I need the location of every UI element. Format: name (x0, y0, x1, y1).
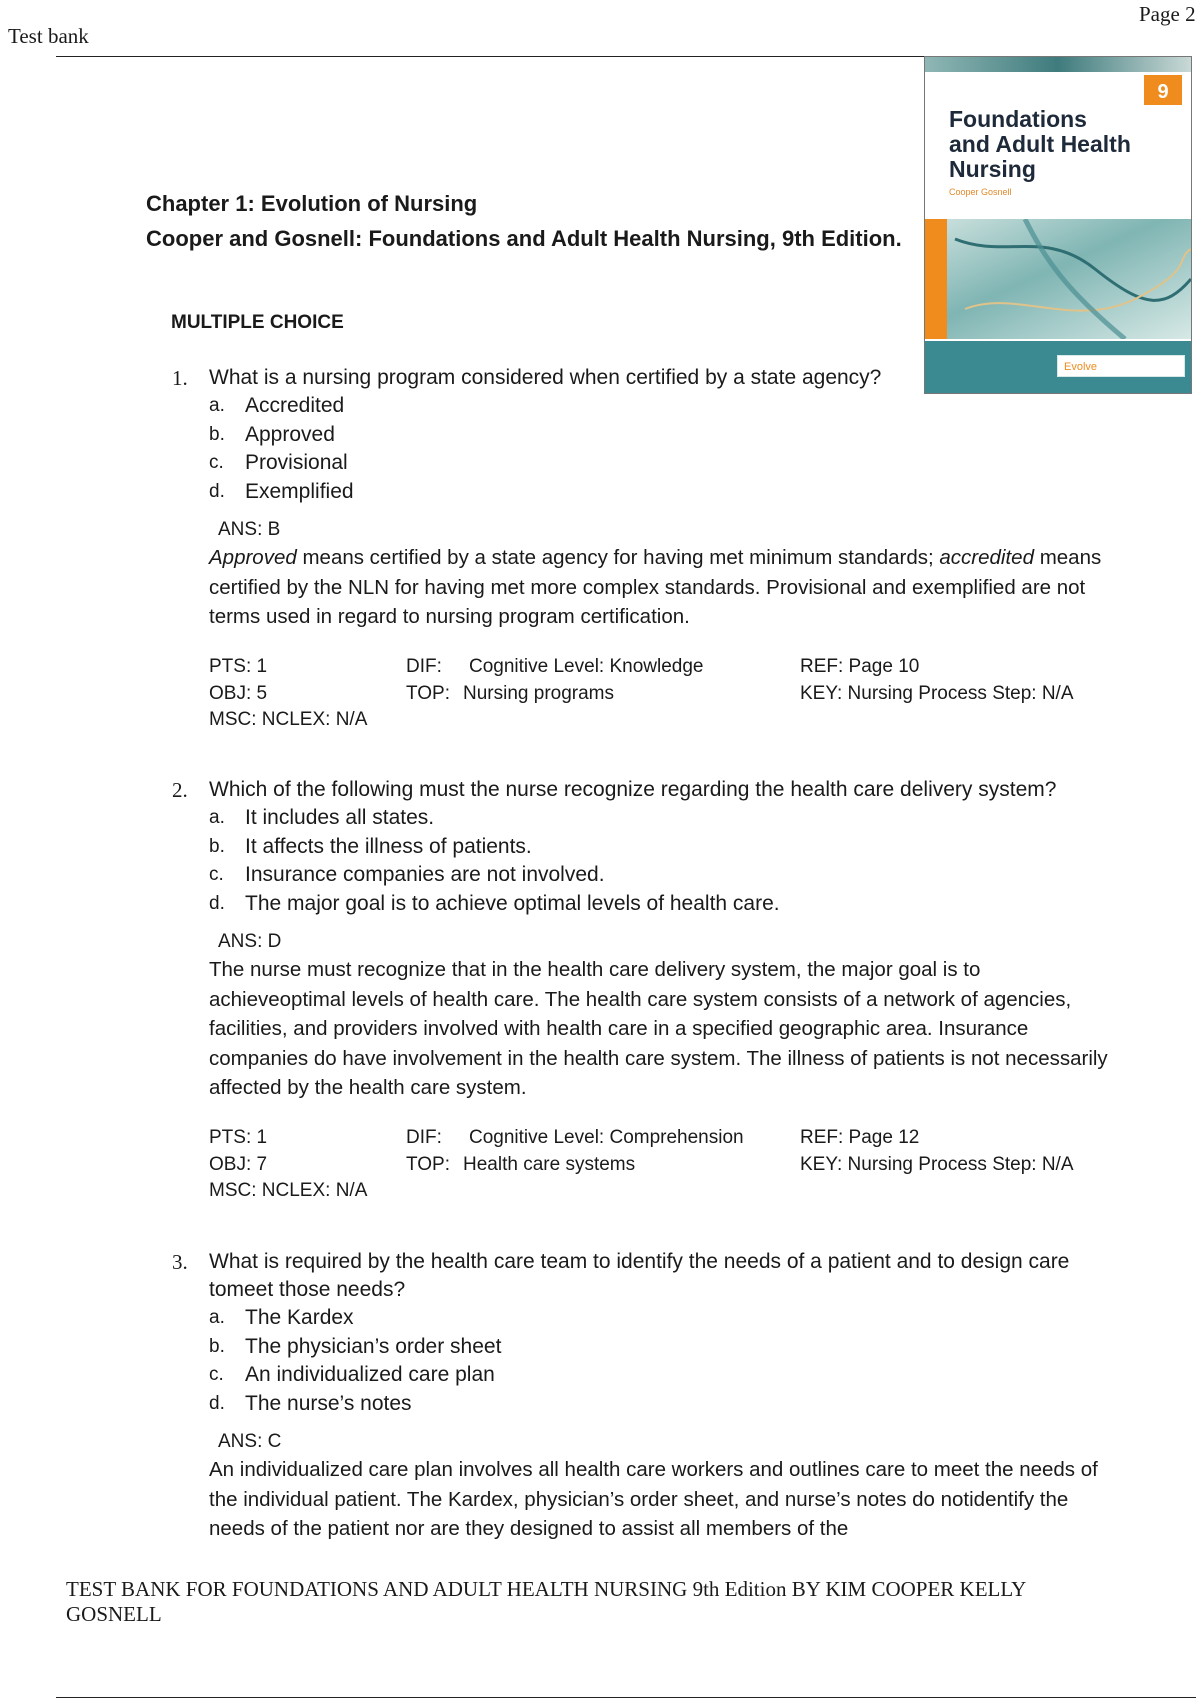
option-letter: b. (209, 835, 225, 857)
question-number: 3. (172, 1250, 188, 1274)
book-cover-image (924, 56, 1192, 394)
rationale: An individualized care plan involves all health care workers and outlines care to meet the needs of the individual patient. The Kardex, physician’s order sheet, and nurse’s notes do notidentify the needs of the patient nor are they designed to assist all members of the (209, 1458, 1098, 1540)
meta-dif-label: DIF: (406, 1126, 442, 1148)
edition-badge: 9 (1144, 75, 1182, 105)
footer-divider (56, 1697, 1196, 1698)
option-letter: a. (209, 807, 225, 828)
option-c (172, 449, 1122, 478)
header-divider (56, 56, 926, 57)
question-text: What is required by the health care team to identify the needs of a patient and to design care tomeet those needs? (209, 1250, 1070, 1301)
question-stem (172, 776, 1122, 804)
rationale-italic: accredited (939, 546, 1034, 569)
meta-dif: Cognitive Level: Knowledge (469, 655, 704, 677)
question-stem (172, 364, 1122, 392)
option-text: The physician’s order sheet (245, 1334, 502, 1358)
rationale: The nurse must recognize that in the health care delivery system, the major goal is to achieveoptimal levels of health care. The health care system consists of a network of agencies, facilities, and providers involved with health care in a specified geographic area. Insurance companies do have involvement in the health care system. The illness of patients is not necessarily affected by the health care system. (209, 958, 1108, 1099)
answer-key: ANS: B (218, 519, 281, 540)
option-letter: d. (209, 892, 225, 914)
option-letter: b. (209, 423, 225, 445)
section-label: MULTIPLE CHOICE (171, 312, 344, 333)
cover-artwork (925, 219, 1191, 339)
question-text: What is a nursing program considered when certified by a state agency? (209, 366, 882, 389)
meta-pts: PTS: 1 (209, 655, 268, 677)
header-title: Test bank (8, 24, 89, 48)
question-number: 1. (172, 366, 188, 390)
meta-ref: REF: Page 12 (800, 1126, 920, 1148)
option-text: An individualized care plan (245, 1363, 495, 1386)
option-text: Provisional (245, 451, 348, 474)
option-d (172, 890, 1122, 919)
option-letter: b. (209, 1335, 225, 1357)
option-a (172, 392, 1122, 421)
question-metadata (172, 654, 1122, 734)
option-letter: d. (209, 1392, 225, 1414)
question-2 (172, 776, 1122, 1205)
meta-top-label: TOP: (406, 1153, 450, 1175)
rationale-italic: Approved (209, 546, 297, 569)
meta-obj: OBJ: 5 (209, 682, 268, 704)
meta-top: Nursing programs (463, 682, 614, 704)
option-a (172, 804, 1122, 833)
option-letter: a. (209, 1307, 225, 1328)
answer-key: ANS: D (218, 931, 282, 952)
meta-key: KEY: Nursing Process Step: N/A (800, 1153, 1074, 1175)
option-text: It includes all states. (245, 806, 435, 829)
question-number: 2. (172, 778, 188, 802)
option-text: It affects the illness of patients. (245, 834, 532, 858)
meta-dif: Cognitive Level: Comprehension (469, 1126, 744, 1148)
cover-title (949, 107, 1169, 182)
book-title: Cooper and Gosnell: Foundations and Adult Health Nursing, 9th Edition. (146, 226, 902, 251)
option-text: The nurse’s notes (245, 1391, 412, 1415)
option-c (172, 861, 1122, 890)
question-1 (172, 364, 1122, 734)
option-text: Exemplified (245, 479, 354, 503)
option-text: The major goal is to achieve optimal levels of health care. (245, 891, 780, 915)
option-letter: c. (209, 452, 224, 473)
evolve-logo: Evolve (1057, 355, 1185, 377)
meta-top: Health care systems (463, 1153, 636, 1175)
option-b (172, 421, 1122, 450)
question-metadata (172, 1125, 1122, 1205)
question-3 (172, 1248, 1122, 1544)
option-text: Insurance companies are not involved. (245, 863, 605, 886)
option-a (172, 1304, 1122, 1333)
option-letter: c. (209, 864, 224, 885)
cover-title-line: and Adult Health (949, 131, 1131, 157)
rationale-text: means certified by the NLN for having met more complex standards. Provisional and exemplified are not terms used in regard to nursing program certification. (209, 546, 1102, 628)
cover-title-line: Foundations (949, 106, 1087, 132)
meta-dif-label: DIF: (406, 655, 442, 677)
option-b (172, 833, 1122, 862)
question-text: Which of the following must the nurse recognize regarding the health care delivery system? (209, 778, 1057, 801)
option-c (172, 1361, 1122, 1390)
option-b (172, 1333, 1122, 1362)
meta-msc: MSC: NCLEX: N/A (209, 1179, 368, 1201)
option-text: Approved (245, 422, 335, 446)
option-d (172, 1390, 1122, 1419)
cover-authors: Cooper Gosnell (949, 187, 1012, 197)
option-letter: c. (209, 1364, 224, 1385)
meta-ref: REF: Page 10 (800, 655, 920, 677)
option-text: Accredited (245, 394, 345, 417)
cover-title-line: Nursing (949, 156, 1036, 182)
rationale-text: means certified by a state agency for having met minimum standards; (296, 546, 940, 569)
question-stem (172, 1248, 1109, 1304)
option-text: The Kardex (245, 1306, 354, 1329)
chapter-title: Chapter 1: Evolution of Nursing (146, 191, 478, 216)
meta-msc: MSC: NCLEX: N/A (209, 708, 368, 730)
cover-top-band (925, 57, 1191, 72)
rationale (172, 543, 1109, 632)
page-number: Page 2 (1139, 2, 1196, 26)
answer-key: ANS: C (218, 1431, 282, 1452)
meta-top-label: TOP: (406, 682, 450, 704)
meta-pts: PTS: 1 (209, 1126, 268, 1148)
option-d (172, 478, 1122, 507)
option-letter: a. (209, 395, 225, 416)
meta-obj: OBJ: 7 (209, 1153, 268, 1175)
footer-text: TEST BANK FOR FOUNDATIONS AND ADULT HEALTH NURSING 9th Edition BY KIM COOPER KELLY GOSNELL (66, 1577, 1026, 1626)
option-letter: d. (209, 480, 225, 502)
meta-key: KEY: Nursing Process Step: N/A (800, 682, 1074, 704)
